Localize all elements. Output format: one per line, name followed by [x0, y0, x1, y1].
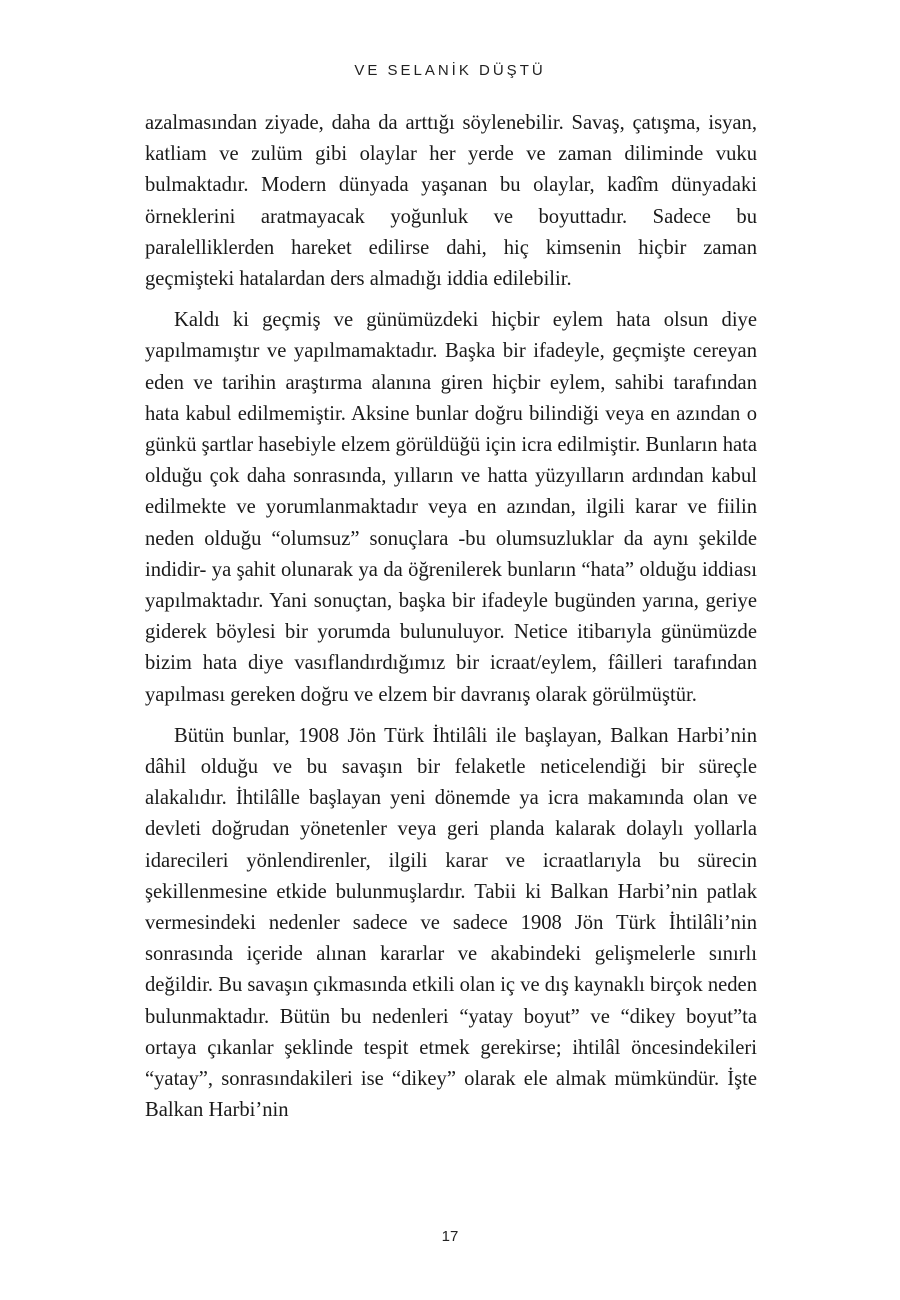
paragraph-3: Bütün bunlar, 1908 Jön Türk İhtilâli ile başlayan, Balkan Harbi’nin dâhil olduğu ve bu savaşın bir felaketle neticelendiği bir süreçle alakalıdır. İhtilâlle başlayan yeni dönemde ya icra makamında olan ve devleti doğrudan yönetenler veya geri planda kalarak dolaylı yollarla idarecileri yönlendirenler, ilgili karar ve icraatlarıyla bu sürecin şekillenmesine etkide bulunmuşlardır. Tabii ki Balkan Harbi’nin patlak vermesindeki nedenler sadece ve sadece 1908 Jön Türk İhtilâli’nin sonrasında içeride alınan kararlar ve akabindeki gelişmelerle sınırlı değildir. Bu savaşın çıkmasında etkili olan iç ve dış kaynaklı birçok neden bulunmaktadır. Bütün bu nedenleri “yatay boyut” ve “dikey boyut”ta ortaya çıkanlar şeklinde tespit etmek gerekirse; ihtilâl öncesindekileri “yatay”, sonrasındakileri ise “dikey” olarak ele almak mümkündür. İşte Balkan Harbi’nin: [145, 724, 757, 1122]
running-header: VE SELANİK DÜŞTÜ: [354, 62, 546, 79]
paragraph-2: Kaldı ki geçmiş ve günümüzdeki hiçbir eylem hata olsun diye yapılmamıştır ve yapılmamaktadır. Başka bir ifadeyle, geçmişte cereyan eden ve tarihin araştırma alanına giren hiçbir eylem, sahibi tarafından hata kabul edilmemiştir. Aksine bunlar doğru bilindiği veya en azından o günkü şartlar hasebiyle elzem görüldüğü için icra edilmiştir. Bunların hata olduğu çok daha sonrasında, yılların ve hatta yüzyılların ardından kabul edilmekte ve yorumlanmaktadır veya en azından, ilgili karar ve fiilin neden olduğu “olumsuz” sonuçlara -bu olumsuzluklar da aynı şekilde indidir- ya şahit olunarak ya da öğrenilerek bunların “hata” olduğu iddiası yapılmaktadır. Yani sonuçtan, başka bir ifadeyle bugünden yarına, geriye giderek böylesi bir yorumda bulunuluyor. Netice itibarıyla günümüzde bizim hata diye vasıflandırdığımız bir icraat/eylem, fâilleri tarafından yapılması gereken doğru ve elzem bir davranış olarak görülmüştür.: [145, 309, 757, 706]
page-number: 17: [441, 1228, 459, 1245]
body-text: [145, 108, 757, 1137]
paragraph-1: azalmasından ziyade, daha da arttığı söylenebilir. Savaş, çatışma, isyan, katliam ve zulüm gibi olaylar her yerde ve zaman diliminde vuku bulmaktadır. Modern dünyada yaşanan bu olaylar, kadîm dünyadaki örneklerini aratmayacak yoğunluk ve boyuttadır. Sadece bu paralelliklerden hareket edilirse dahi, hiç kimsenin hiçbir zaman geçmişteki hatalardan ders almadığı iddia edilebilir.: [145, 112, 757, 291]
